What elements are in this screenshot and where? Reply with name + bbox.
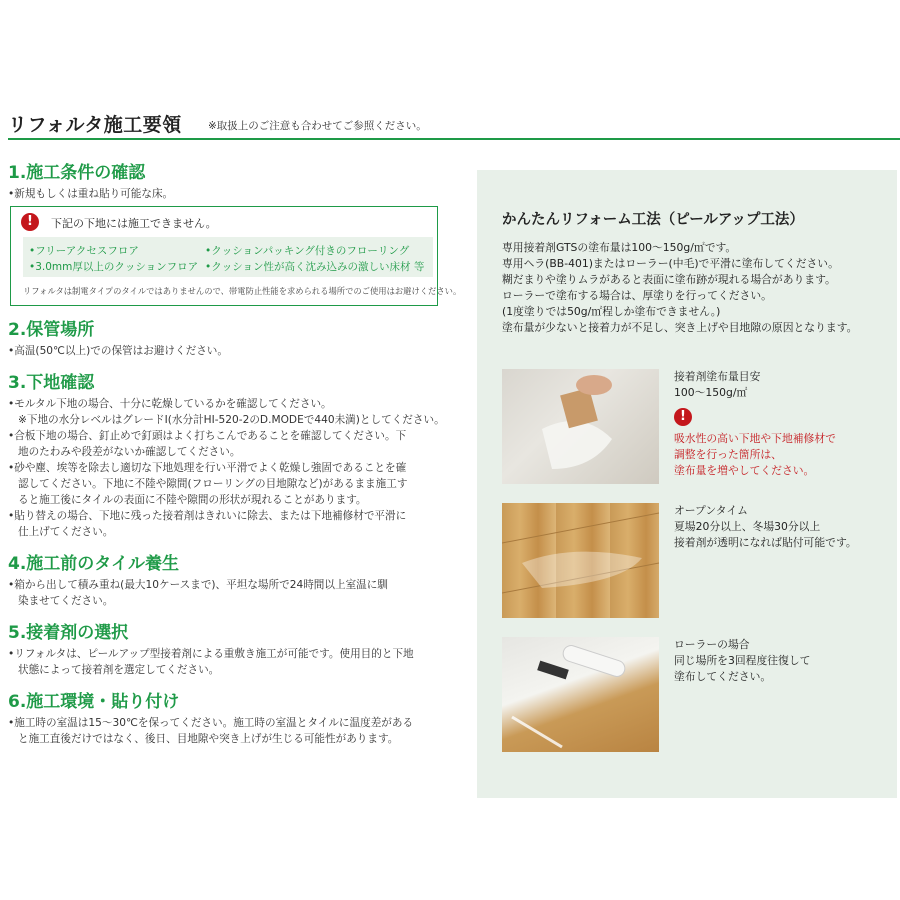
caption-text: 接着剤が透明になれば貼付可能です。 — [674, 536, 857, 549]
panel-body — [502, 240, 857, 336]
warning-box — [10, 206, 462, 306]
caption-text: オープンタイム — [674, 504, 748, 517]
caption-text: 接着剤塗布量目安 — [674, 370, 761, 383]
section-title: 5.接着剤の選択 — [8, 623, 129, 643]
roller-application-photo — [502, 637, 659, 752]
section-text: •施工時の室温は15～30℃を保ってください。施工時の室温とタイルに温度差がある — [8, 717, 414, 729]
section-text: •リフォルタは、ピールアップ型接着剤による重敷き施工が可能です。使用目的と下地 — [8, 648, 414, 660]
warning-item: •クッションパッキング付きのフローリング — [205, 245, 410, 257]
panel-text: 専用ヘラ(BB-401)またはローラー(中毛)で平滑に塗布してください。 — [502, 257, 839, 270]
panel-text: ローラーで塗布する場合は、厚塗りを行ってください。 — [502, 289, 772, 302]
section-title: 2.保管場所 — [8, 320, 95, 340]
section-1 — [8, 158, 462, 306]
section-5 — [8, 618, 448, 678]
section-text: •貼り替えの場合、下地に残った接着剤はきれいに除去、または下地補修材で平滑に — [8, 510, 407, 522]
peel-up-method-panel — [477, 170, 897, 798]
section-text: •箱から出して積み重ね(最大10ケースまで)、平坦な場所で24時間以上室温に馴 — [8, 579, 388, 591]
section-6 — [8, 687, 448, 747]
caption-text: 塗布してください。 — [674, 670, 772, 683]
exclamation-icon: ! — [21, 213, 39, 231]
adhesive-on-flooring-photo — [502, 503, 659, 618]
section-2 — [8, 315, 448, 359]
caption-text: 夏場20分以上、冬場30分以上 — [674, 520, 821, 533]
caption-text: 100～150g/㎡ — [674, 386, 748, 399]
instructions-column — [8, 158, 462, 756]
section-title: 1.施工条件の確認 — [8, 163, 146, 183]
section-text: 状態によって接着剤を選定してください。 — [18, 664, 220, 676]
section-text: 認してください。下地に不陸や隙間(フローリングの目地隙など)があるまま施工す — [18, 478, 408, 490]
section-text: •砂や塵、埃等を除去し適切な下地処理を行い平滑でよく乾燥し強固であることを確 — [8, 462, 407, 474]
section-title: 3.下地確認 — [8, 373, 95, 393]
caption-roller — [674, 637, 810, 685]
page-title: リフォルタ施工要領 — [8, 114, 182, 136]
caption-text: ローラーの場合 — [674, 638, 750, 651]
section-text: 仕上げてください。 — [18, 526, 114, 538]
panel-text: 専用接着剤GTSの塗布量は100～150g/㎡です。 — [502, 241, 737, 254]
section-title: 6.施工環境・貼り付け — [8, 692, 180, 712]
section-text: •モルタル下地の場合、十分に乾燥しているかを確認してください。 — [8, 398, 332, 410]
section-4 — [8, 549, 448, 609]
caption-open-time — [674, 503, 857, 551]
section-text: と施工直後だけではなく、後日、目地隙や突き上げが生じる可能性があります。 — [18, 733, 399, 745]
warning-item: •クッション性が高く沈み込みの激しい床材 等 — [205, 261, 425, 273]
caption-text: 同じ場所を3回程度往復して — [674, 654, 811, 667]
page-note: ※取扱上のご注意も合わせてご参照ください。 — [208, 120, 427, 132]
section-title: 4.施工前のタイル養生 — [8, 554, 179, 574]
section-text: •高温(50℃以上)での保管はお避けください。 — [8, 345, 228, 357]
warning-item: •3.0mm厚以上のクッションフロア — [29, 261, 199, 273]
warning-list — [23, 237, 433, 277]
panel-text: 塗布量が少ないと接着力が不足し、突き上げや目地隙の原因となります。 — [502, 321, 858, 334]
section-text: ると施工後にタイルの表面に不陸や隙間の形状が現れることがあります。 — [18, 494, 367, 506]
caption-warning: 調整を行った箇所は、 — [674, 448, 782, 461]
caption-amount — [674, 369, 836, 479]
trowel-spreading-photo — [502, 369, 659, 484]
section-3 — [8, 368, 448, 540]
panel-text: (1度塗りでは50g/㎡程しか塗布できません。) — [502, 305, 721, 318]
page-header — [8, 110, 900, 140]
warning-item: •フリーアクセスフロア — [29, 245, 139, 257]
section-text: ※下地の水分レベルはグレードⅠ(水分計HI-520-2のD.MODEで440未満)としてください。 — [18, 414, 445, 426]
section-text: •新規もしくは重ね貼り可能な床。 — [8, 188, 174, 200]
panel-title: かんたんリフォーム工法（ピールアップ工法） — [502, 212, 804, 228]
warning-footnote: リフォルタは制電タイプのタイルではありませんので、帯電防止性能を求められる場所でのご使用はお避けください。 — [23, 286, 462, 296]
exclamation-icon: ! — [674, 408, 692, 426]
caption-warning: 塗布量を増やしてください。 — [674, 464, 815, 477]
panel-text: 糊だまりや塗りムラがあると表面に塗布跡が現れる場合があります。 — [502, 273, 836, 286]
caption-warning: 吸水性の高い下地や下地補修材で — [674, 432, 836, 445]
section-text: 染ませてください。 — [18, 595, 114, 607]
section-text: •合板下地の場合、釘止めで釘頭はよく打ちこんであることを確認してください。下 — [8, 430, 407, 442]
section-text: 地のたわみや段差がないか確認してください。 — [18, 446, 241, 458]
warning-heading: 下記の下地には施工できません。 — [51, 217, 217, 230]
